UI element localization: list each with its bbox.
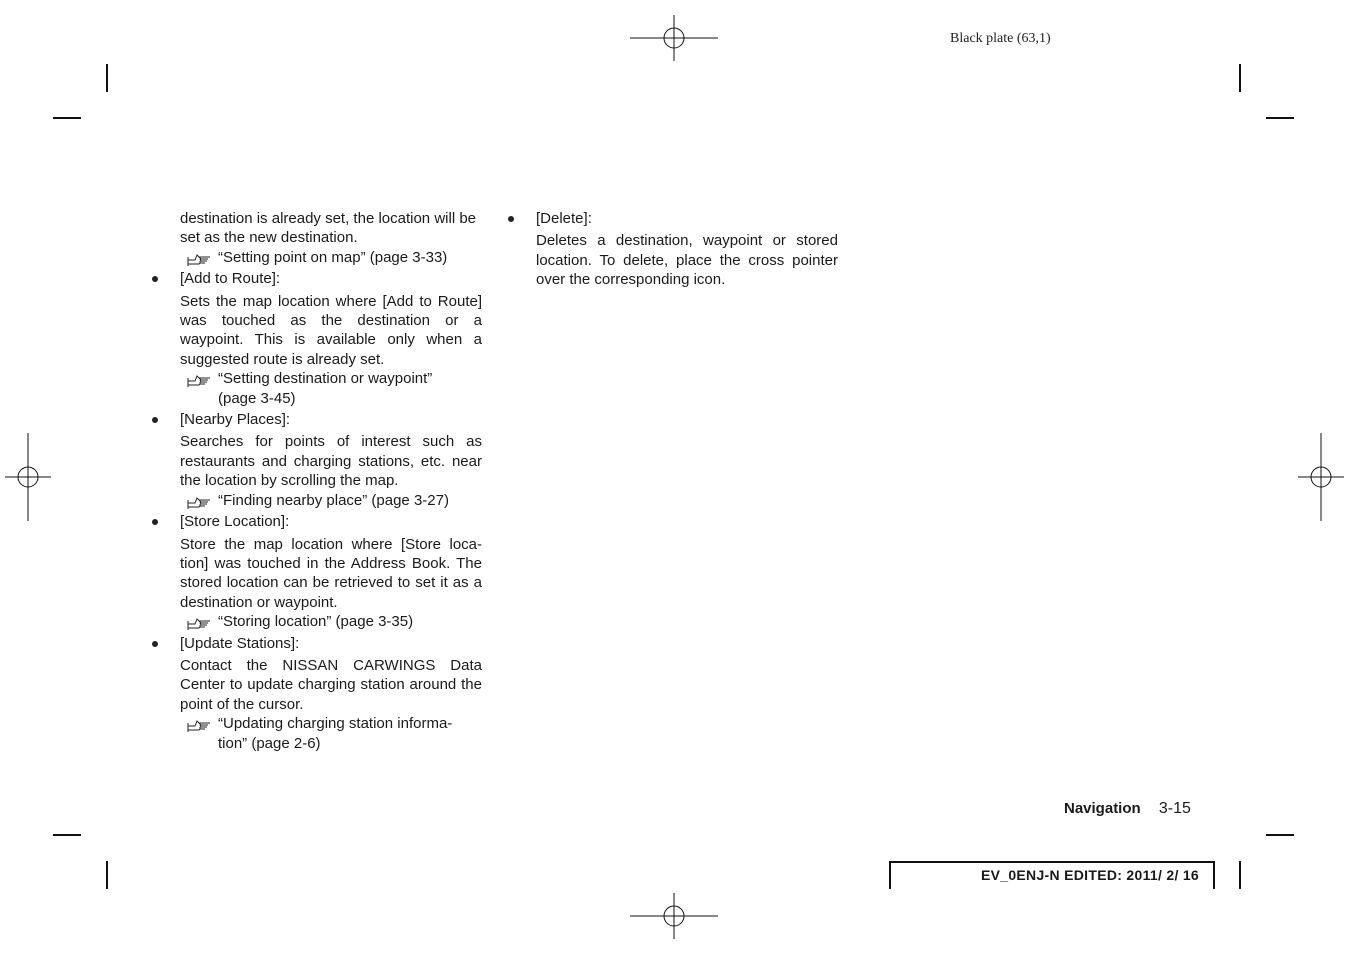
section-name: Navigation xyxy=(1064,800,1141,817)
item-description: Store the map location where [Store loca-tion] was touched in the Address Book. The stored location can be retrieved to set it as a destination or waypoint. xyxy=(180,535,482,611)
list-item xyxy=(180,512,482,631)
crop-mark xyxy=(1239,861,1241,889)
reference-text: “Setting destination or waypoint” xyxy=(218,370,433,388)
page-reference xyxy=(180,714,482,753)
crop-mark xyxy=(1239,64,1241,92)
crop-mark xyxy=(53,834,81,836)
edit-stamp: EV_0ENJ-N EDITED: 2011/ 2/ 16 xyxy=(980,867,1199,883)
page-reference xyxy=(180,612,482,631)
list-item xyxy=(180,410,482,510)
registration-mark-left xyxy=(5,433,51,521)
item-label: [Add to Route]: xyxy=(180,270,281,288)
pointing-hand-icon xyxy=(186,251,214,267)
page-footer xyxy=(1064,800,1191,818)
item-description: Searches for points of interest such as restaurants and charging stations, etc. near the location by scrolling the map. xyxy=(180,433,482,490)
pointing-hand-icon xyxy=(186,615,214,631)
page-reference xyxy=(180,491,482,510)
reference-text: (page 3-45) xyxy=(218,389,296,407)
reference-text: “Storing location” (page 3-35) xyxy=(218,613,414,631)
intro-text-line: set as the new destination. xyxy=(180,229,358,247)
bullet-icon xyxy=(152,276,158,282)
page-reference xyxy=(180,369,482,408)
page-number: 3-15 xyxy=(1158,800,1191,817)
item-label: [Store Location]: xyxy=(180,513,290,531)
intro-text-line: destination is already set, the location will be xyxy=(180,210,477,227)
list-item xyxy=(536,209,838,290)
bullet-icon xyxy=(152,519,158,525)
page-reference xyxy=(180,248,482,267)
reference-text: “Finding nearby place” (page 3-27) xyxy=(218,491,449,509)
item-label: [Nearby Places]: xyxy=(180,411,291,429)
left-column xyxy=(180,209,482,753)
registration-mark-bottom xyxy=(630,893,718,939)
crop-mark xyxy=(106,861,108,889)
bullet-icon xyxy=(152,417,158,423)
edit-stamp-box xyxy=(889,861,1215,889)
reference-text: tion” (page 2-6) xyxy=(218,734,321,752)
crop-mark xyxy=(1266,834,1294,836)
item-label: [Update Stations]: xyxy=(180,634,300,652)
item-description: Deletes a destination, waypoint or stored location. To delete, place the cross pointer over the corresponding icon. xyxy=(536,232,838,289)
item-description: Contact the NISSAN CARWINGS Data Center to update charging station around the point of the cursor. xyxy=(180,656,482,713)
list-item xyxy=(180,634,482,753)
pointing-hand-icon xyxy=(186,372,214,388)
reference-text: “Updating charging station informa- xyxy=(218,715,453,733)
registration-mark-top xyxy=(630,15,718,61)
right-column xyxy=(536,209,838,290)
crop-mark xyxy=(53,117,81,119)
bullet-icon xyxy=(508,216,514,222)
pointing-hand-icon xyxy=(186,717,214,733)
bullet-icon xyxy=(152,641,158,647)
item-label: [Delete]: xyxy=(536,210,592,227)
pointing-hand-icon xyxy=(186,494,214,510)
list-item xyxy=(180,269,482,408)
reference-text: “Setting point on map” (page 3-33) xyxy=(218,248,448,266)
crop-mark xyxy=(106,64,108,92)
registration-mark-right xyxy=(1298,433,1344,521)
item-description: Sets the map location where [Add to Route] was touched as the destination or a waypoint. This is available only when a suggested route is already set. xyxy=(180,292,482,368)
crop-mark xyxy=(1266,117,1294,119)
plate-label: Black plate (63,1) xyxy=(950,31,1051,46)
